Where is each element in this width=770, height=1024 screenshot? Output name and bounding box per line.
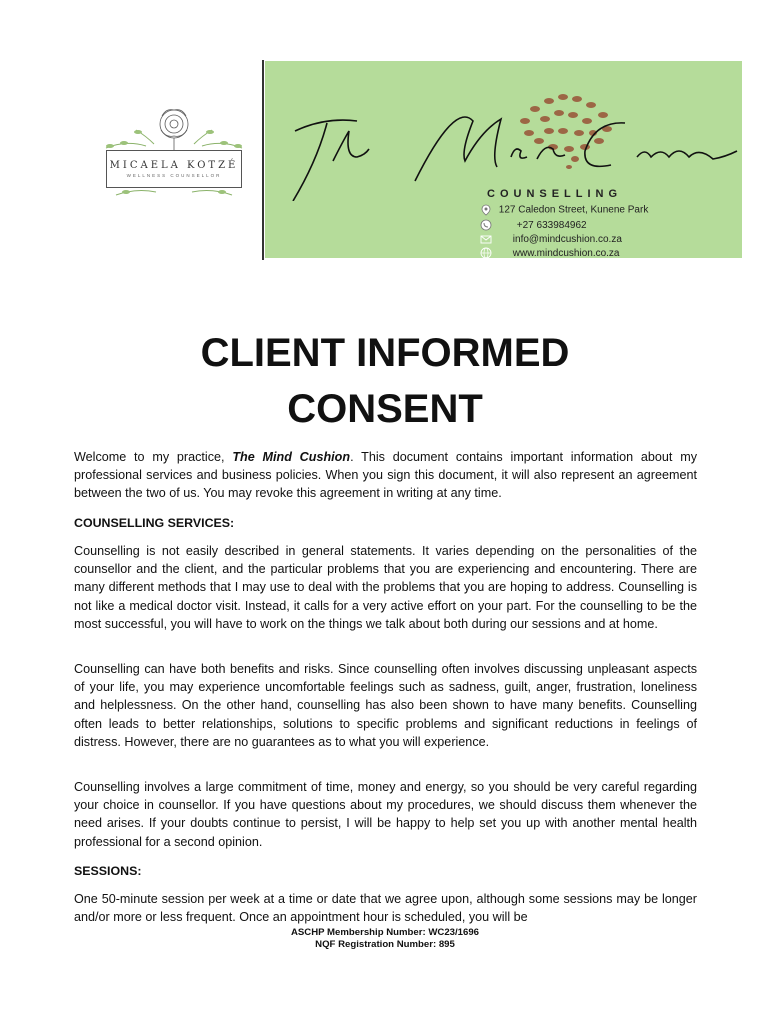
counselling-label: COUNSELLING	[487, 188, 623, 200]
paragraph-sessions-1: One 50-minute session per week at a time or date that we agree upon, although some sessions may be longer and/or more or less frequent. Once an appointment hour is scheduled, you will be	[74, 892, 697, 925]
intro-prefix: Welcome to my practice,	[74, 450, 233, 464]
heading-sessions: SESSIONS:	[74, 864, 142, 878]
mind-cushion-banner	[265, 61, 742, 258]
address-text: 127 Caledon Street, Kunene Park	[498, 204, 649, 216]
logo-nameplate	[106, 150, 242, 188]
globe-icon	[480, 247, 492, 258]
intro-suffix: . This document contains important information about my professional services and business policies. When you sign this document, it will also represent an agreement between the two of us. You may revoke this agreement in writing at any time.	[74, 450, 697, 501]
logo-name: MICAELA KOTZÉ	[109, 159, 239, 171]
document-title-line-1: CLIENT INFORMED	[200, 331, 570, 375]
micaela-kotze-logo	[96, 100, 252, 210]
footer-registration: NQF Registration Number: 895	[315, 939, 455, 950]
contact-website	[480, 247, 620, 258]
paragraph-services-2: Counselling can have both benefits and risks. Since counselling often involves discussing unpleasant aspects of your life, you may experience uncomfortable feelings such as sadness, guilt, anger, frustration, loneliness and helplessness. On the other hand, counselling has also been shown to have many benefits. Counselling often leads to better relationships, solutions to specific problems and significant reductions in feelings of distress. However, there are no guarantees as to what you will experience.	[74, 662, 697, 749]
header-divider	[262, 60, 264, 260]
website-text: www.mindcushion.co.za	[512, 247, 620, 258]
email-icon	[480, 233, 492, 245]
heading-counselling-services: COUNSELLING SERVICES:	[74, 516, 235, 530]
practice-name: The Mind Cushion	[232, 450, 351, 464]
phone-icon	[480, 219, 492, 231]
footer-membership: ASCHP Membership Number: WC23/1696	[290, 927, 480, 938]
paragraph-services-1: Counselling is not easily described in general statements. It varies depending on the personalities of the counsellor and the client, and the particular problems that you are experiencing and encountering. There are many different methods that I may use to deal with the problems that you are hoping to address. Counselling is not like a medical doctor visit. Instead, it calls for a very active effort on your part. For the counselling to be the most successful, you will have to work on the things we talk about both during our sessions and at home.	[74, 544, 697, 631]
paragraph-services-3: Counselling involves a large commitment of time, money and energy, so you should be very careful regarding your choice in counsellor. If you have questions about my procedures, we should discuss them whenever the need arises. If your doubts continue to persist, I will be happy to help set you up with another mental health professional for a second opinion.	[74, 780, 697, 849]
phone-text: +27 633984962	[516, 219, 587, 231]
contact-phone	[480, 219, 587, 231]
intro-paragraph	[74, 448, 697, 503]
location-pin-icon	[480, 204, 492, 216]
document-title-line-2: CONSENT	[287, 387, 483, 431]
contact-address	[480, 204, 648, 216]
contact-email	[480, 233, 622, 245]
script-title-art	[265, 61, 742, 201]
email-text: info@mindcushion.co.za	[512, 233, 622, 245]
logo-subtitle: WELLNESS COUNSELLOR	[126, 172, 222, 178]
